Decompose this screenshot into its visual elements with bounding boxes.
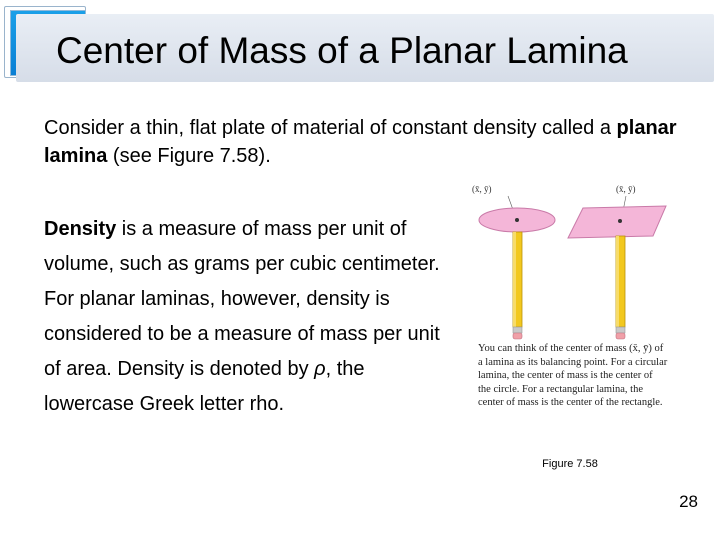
density-term: Density: [44, 218, 117, 240]
slide-title: Center of Mass of a Planar Lamina: [56, 30, 628, 71]
intro-paragraph: [44, 114, 684, 170]
intro-text-start: Consider a thin, flat plate of material of constant density called a: [44, 117, 617, 139]
density-text-end: , the lowercase Greek letter rho.: [44, 358, 365, 415]
center-point-circle: [515, 218, 519, 222]
density-paragraph: [44, 212, 454, 422]
point-label-right: (x̄, ȳ): [616, 184, 636, 194]
density-text: is a measure of mass per unit of volume, such as grams per cubic centimeter. For planar laminas, however, density is considered to be a measure of mass per unit of area. Density is denoted by: [44, 218, 440, 380]
rectangular-lamina: [568, 206, 666, 238]
page-number: 28: [679, 492, 698, 511]
lamina-illustration: [468, 178, 668, 343]
intro-term-planar-lamina: planar lamina: [44, 117, 677, 167]
intro-text-end: (see Figure 7.58).: [107, 145, 271, 167]
figure-caption: You can think of the center of mass (x̄, ȳ) of a lamina as its balancing point. For a circular lamina, the center of mass is the center of the circle. For a rectangular lamina, the center of mass is the center of the rectangle.: [478, 343, 668, 408]
figure-label: Figure 7.58: [542, 458, 598, 470]
point-label-left: (x̄, ȳ): [472, 184, 492, 194]
center-point-rectangle: [618, 219, 622, 223]
rho-symbol: ρ: [314, 358, 326, 380]
